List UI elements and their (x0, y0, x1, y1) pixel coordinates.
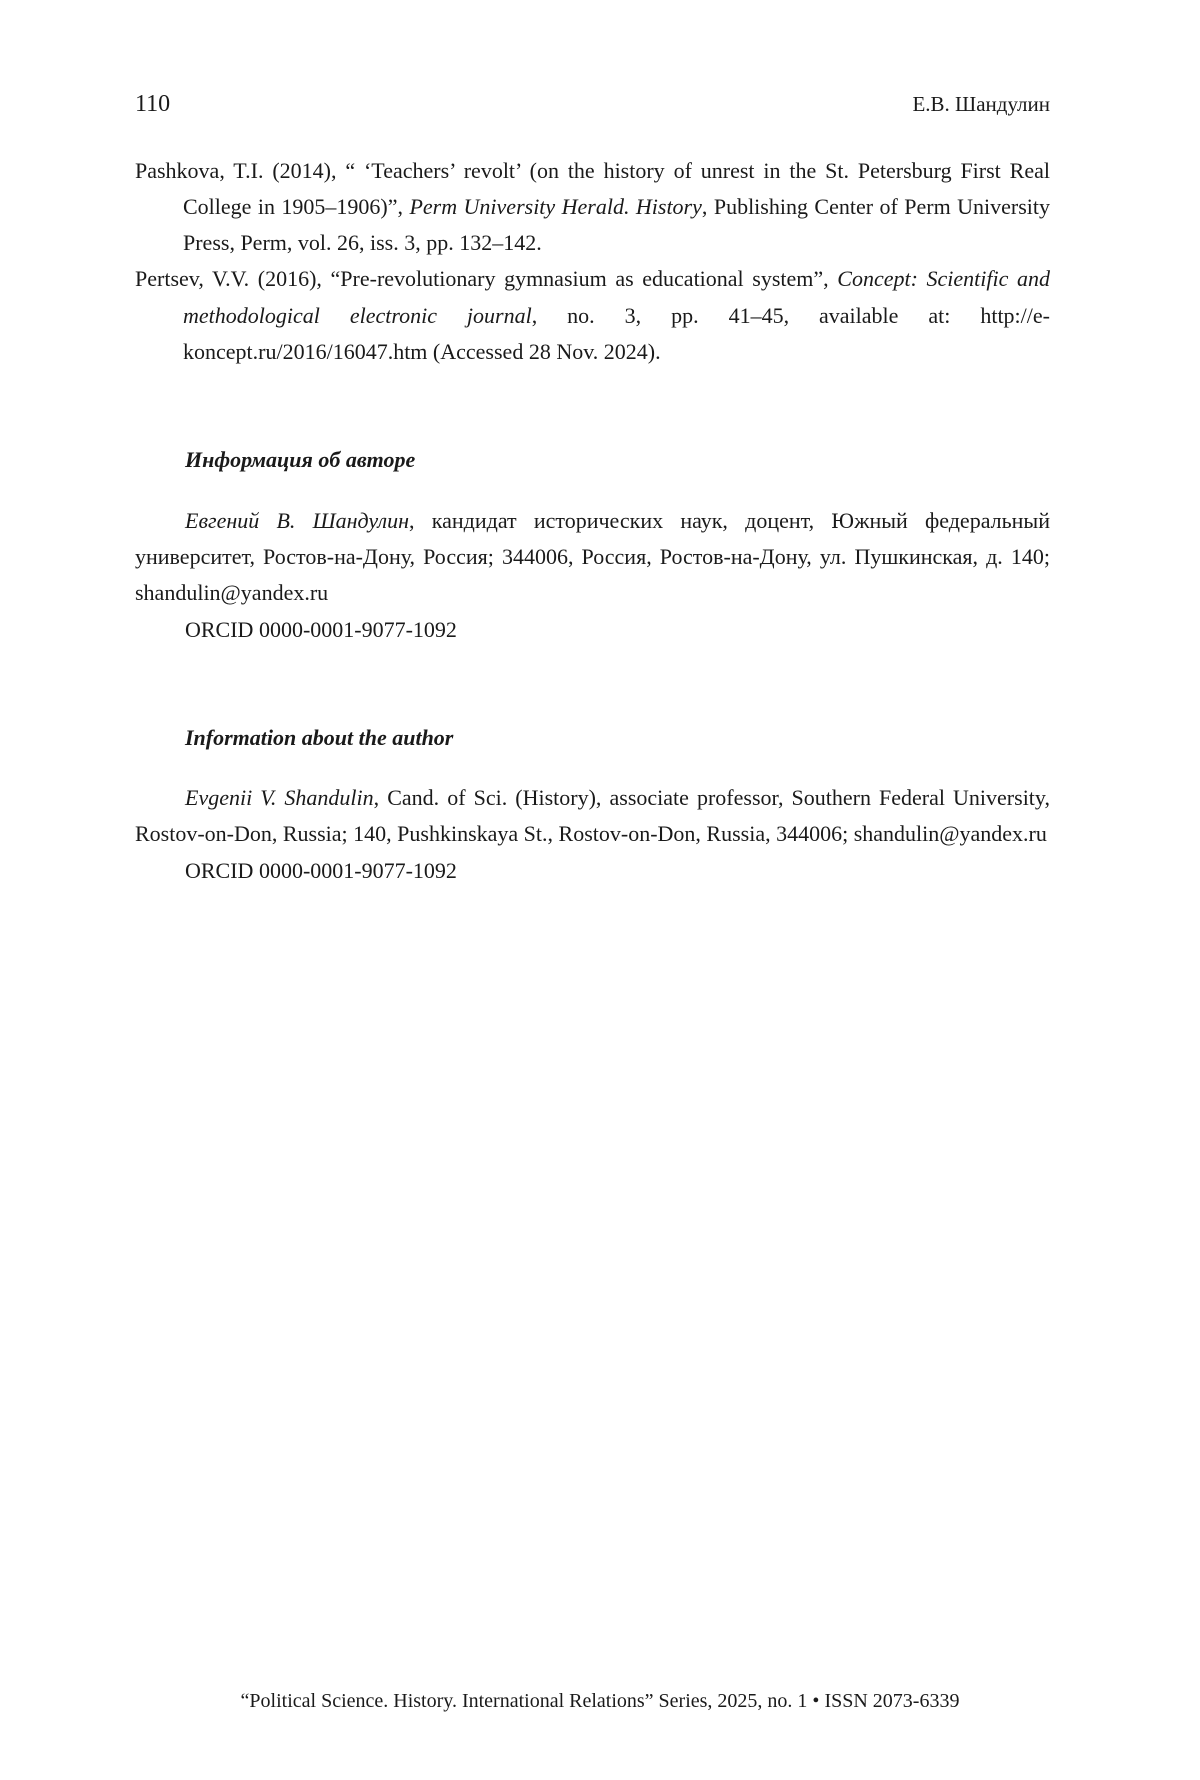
footer-text: “Political Science. History. International Relations” Series, 2025, no. 1 • ISSN 2073-6339 (240, 1690, 960, 1712)
page-header (135, 85, 1050, 125)
orcid-line-en: ORCID 0000-0001-9077-1092 (185, 857, 457, 883)
page-number: 110 (135, 91, 171, 117)
section-heading-author-info-ru: Информация об авторе (185, 447, 416, 473)
author-paragraph-ru: Евгений В. Шандулин, кандидат исторических наук, доцент, Южный федеральный университет, Ростов-на-Дону, Россия; 344006, Россия, Ростов-на-Дону, ул. Пушкинская, д. 140; shandulin@yandex.ru (135, 507, 1050, 606)
reference-entry: Pertsev, V.V. (2016), “Pre-revolutionary gymnasium as educational system”, Concept: Scientific and methodological electronic journal, no. 3, pp. 41–45, available at: http://e-koncept.ru/2016/16047.htm (Accessed 28 Nov. 2024). (135, 266, 1050, 365)
orcid-line-ru: ORCID 0000-0001-9077-1092 (185, 616, 457, 642)
running-head-author: Е.В. Шандулин (912, 92, 1050, 116)
author-paragraph-en: Evgenii V. Shandulin, Cand. of Sci. (History), associate professor, Southern Federal University, Rostov-on-Don, Russia; 140, Pushkinskaya St., Rostov-on-Don, Russia, 344006; shandulin@yandex.ru (135, 785, 1050, 847)
section-heading-author-info-en: Information about the author (185, 724, 454, 750)
references-section (135, 153, 1050, 371)
page-footer (0, 1685, 1200, 1718)
reference-entry: Pashkova, T.I. (2014), “ ‘Teachers’ revolt’ (on the history of unrest in the St. Petersburg First Real College in 1905–1906)”, Perm University Herald. History, Publishing Center of Perm University Press, Perm, vol. 26, iss. 3, pp. 132–142. (135, 157, 1050, 256)
